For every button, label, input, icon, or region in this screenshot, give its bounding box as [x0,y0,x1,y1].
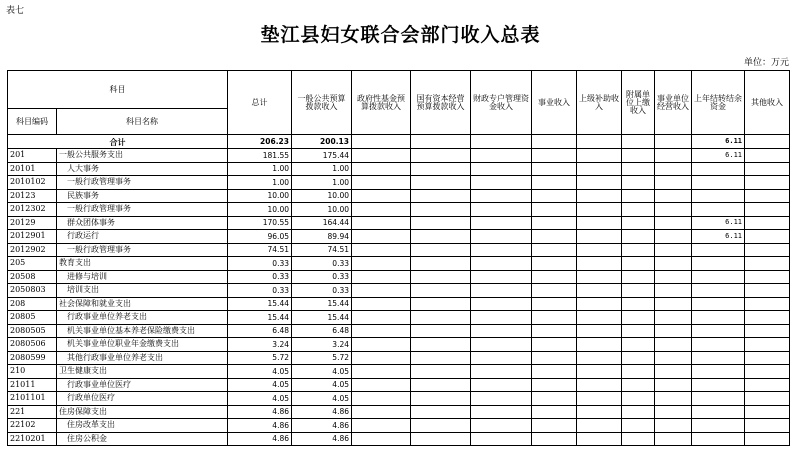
header-general-budget: 一般公共预算拨款收入 [292,71,352,135]
table-row [8,243,790,257]
table-row [8,405,790,419]
row-code: 2080506 [8,338,57,352]
row-total: 74.51 [228,243,292,257]
row-carryover [692,378,745,392]
row-general-budget: 4.05 [292,378,352,392]
row-general-budget: 4.86 [292,405,352,419]
row-name: 卫生健康支出 [57,365,228,379]
row-name: 住房公积金 [57,432,228,446]
row-name: 一般公共服务支出 [57,149,228,163]
total-total: 206.23 [228,135,292,149]
row-name: 行政事业单位医疗 [57,378,228,392]
row-name: 群众团体事务 [57,216,228,230]
row-carryover: 6.11 [692,149,745,163]
table-row [8,189,790,203]
table-row [8,311,790,325]
row-code: 201 [8,149,57,163]
row-carryover [692,405,745,419]
row-carryover [692,189,745,203]
row-general-budget: 15.44 [292,297,352,311]
table-row [8,203,790,217]
total-carryover: 6.11 [692,135,745,149]
row-total: 181.55 [228,149,292,163]
row-code: 2012302 [8,203,57,217]
row-name: 一般行政管理事务 [57,176,228,190]
row-general-budget: 1.00 [292,176,352,190]
row-name: 一般行政管理事务 [57,243,228,257]
row-total: 0.33 [228,284,292,298]
row-carryover [692,419,745,433]
row-name: 机关事业单位职业年金缴费支出 [57,338,228,352]
row-code: 20805 [8,311,57,325]
row-code: 21011 [8,378,57,392]
row-general-budget: 4.05 [292,365,352,379]
header-higher-subsidy: 上级补助收入 [577,71,622,135]
row-carryover [692,392,745,406]
header-code: 科目编码 [8,109,57,135]
row-carryover [692,270,745,284]
total-label: 合计 [8,135,228,149]
row-general-budget: 10.00 [292,189,352,203]
header-carryover: 上年结转结余资金 [692,71,745,135]
row-general-budget: 164.44 [292,216,352,230]
row-total: 3.24 [228,338,292,352]
row-total: 4.05 [228,365,292,379]
row-general-budget: 4.86 [292,432,352,446]
row-total: 4.86 [228,405,292,419]
table-row [8,365,790,379]
row-name: 行政单位医疗 [57,392,228,406]
table-row [8,270,790,284]
row-total: 10.00 [228,189,292,203]
row-name: 培训支出 [57,284,228,298]
row-code: 221 [8,405,57,419]
row-code: 20123 [8,189,57,203]
row-code: 2012902 [8,243,57,257]
row-total: 170.55 [228,216,292,230]
row-code: 2210201 [8,432,57,446]
row-carryover [692,311,745,325]
row-carryover [692,176,745,190]
row-total: 15.44 [228,311,292,325]
table-row [8,378,790,392]
table-row [8,216,790,230]
row-general-budget: 1.00 [292,162,352,176]
header-total: 总计 [228,71,292,135]
row-general-budget: 5.72 [292,351,352,365]
row-carryover [692,162,745,176]
row-total: 96.05 [228,230,292,244]
table-row [8,324,790,338]
header-business: 事业收入 [532,71,577,135]
row-total: 0.33 [228,270,292,284]
total-general-budget: 200.13 [292,135,352,149]
row-total: 0.33 [228,257,292,271]
row-carryover [692,297,745,311]
row-total: 15.44 [228,297,292,311]
row-carryover [692,351,745,365]
table-row [8,297,790,311]
row-name: 住房保障支出 [57,405,228,419]
table-row [8,419,790,433]
header-subject: 科目 [8,71,228,109]
row-carryover: 6.11 [692,230,745,244]
row-name: 教育支出 [57,257,228,271]
row-carryover [692,257,745,271]
row-carryover [692,243,745,257]
table-row [8,162,790,176]
table-row [8,351,790,365]
header-operating: 事业单位经营收入 [655,71,692,135]
row-code: 2101101 [8,392,57,406]
row-code: 208 [8,297,57,311]
row-code: 20129 [8,216,57,230]
row-name: 行政事业单位养老支出 [57,311,228,325]
page-title: 垫江县妇女联合会部门收入总表 [260,24,541,46]
row-code: 2080599 [8,351,57,365]
row-general-budget: 0.33 [292,270,352,284]
row-general-budget: 15.44 [292,311,352,325]
row-code: 2010102 [8,176,57,190]
row-carryover [692,338,745,352]
row-total: 4.86 [228,432,292,446]
row-general-budget: 89.94 [292,230,352,244]
row-code: 2080505 [8,324,57,338]
income-summary-table [7,70,790,446]
header-gov-fund: 政府性基金预算拨款收入 [352,71,411,135]
row-carryover [692,432,745,446]
row-name: 进修与培训 [57,270,228,284]
row-code: 210 [8,365,57,379]
row-name: 人大事务 [57,162,228,176]
row-name: 民族事务 [57,189,228,203]
row-total: 1.00 [228,176,292,190]
total-row [8,135,790,149]
row-carryover [692,203,745,217]
row-name: 社会保障和就业支出 [57,297,228,311]
row-carryover [692,324,745,338]
row-name: 机关事业单位基本养老保险缴费支出 [57,324,228,338]
row-general-budget: 0.33 [292,257,352,271]
row-general-budget: 175.44 [292,149,352,163]
row-general-budget: 74.51 [292,243,352,257]
row-code: 205 [8,257,57,271]
table-row [8,176,790,190]
row-general-budget: 4.86 [292,419,352,433]
table-row [8,149,790,163]
header-name: 科目名称 [57,109,228,135]
row-general-budget: 6.48 [292,324,352,338]
row-code: 20508 [8,270,57,284]
header-other: 其他收入 [745,71,790,135]
row-name: 行政运行 [57,230,228,244]
row-carryover: 6.11 [692,216,745,230]
header-state-capital: 国有资本经营预算拨款收入 [411,71,471,135]
table-row [8,432,790,446]
row-code: 2012901 [8,230,57,244]
table-row [8,284,790,298]
row-name: 一般行政管理事务 [57,203,228,217]
row-code: 2050803 [8,284,57,298]
row-total: 4.86 [228,419,292,433]
row-name: 住房改革支出 [57,419,228,433]
row-total: 1.00 [228,162,292,176]
row-general-budget: 3.24 [292,338,352,352]
unit-label: 单位：万元 [743,58,789,68]
header-affiliated: 附属单位上缴收入 [622,71,655,135]
row-total: 6.48 [228,324,292,338]
row-general-budget: 4.05 [292,392,352,406]
table-row [8,338,790,352]
row-general-budget: 10.00 [292,203,352,217]
row-total: 4.05 [228,392,292,406]
row-carryover [692,284,745,298]
table-row [8,257,790,271]
header-special-account: 财政专户管理资金收入 [471,71,532,135]
row-carryover [692,365,745,379]
table-row [8,230,790,244]
row-total: 4.05 [228,378,292,392]
table-row [8,392,790,406]
row-name: 其他行政事业单位养老支出 [57,351,228,365]
table-number-label: 表七 [6,6,25,16]
row-total: 5.72 [228,351,292,365]
row-code: 20101 [8,162,57,176]
row-code: 22102 [8,419,57,433]
row-total: 10.00 [228,203,292,217]
row-general-budget: 0.33 [292,284,352,298]
